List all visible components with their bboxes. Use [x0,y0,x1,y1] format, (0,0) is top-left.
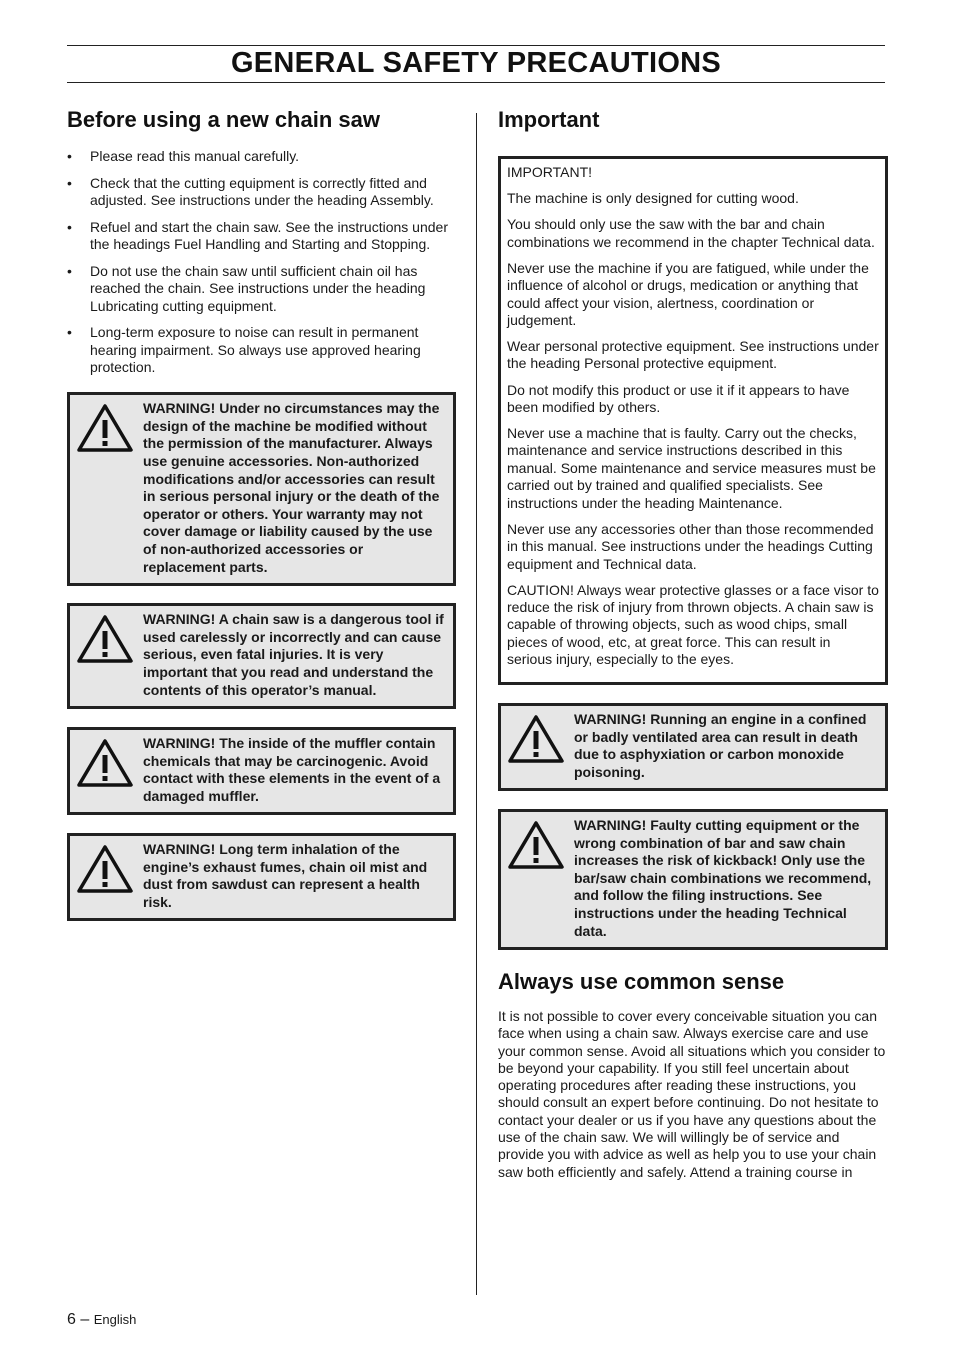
warning-triangle-icon [507,714,565,764]
warning-triangle-icon [76,614,134,664]
important-paragraph: The machine is only designed for cutting wood. [507,190,799,207]
column-divider [476,113,477,1295]
warning-box-kickback [498,809,888,950]
precaution-list [67,148,456,376]
warning-box-dangerous-tool [67,603,456,709]
bullet-icon: • [67,324,72,341]
page-number: 6 – [67,1311,90,1328]
warning-text: WARNING! A chain saw is a dangerous tool if used carelessly or incorrectly and can cause serious, even fatal injuries. It is very important that you read and understand the contents of this operator’s manual. [143,611,444,698]
important-paragraph: You should only use the saw with the bar and chain combinations we recommend in the chapter Technical data. [507,216,875,250]
bullet-icon: • [67,174,72,191]
warning-box-modification [67,392,456,586]
footer-language: English [93,1312,137,1327]
important-notice-box [498,156,888,685]
warning-box-confined-area [498,703,888,791]
section-heading-before-using: Before using a new chain saw [67,107,380,132]
page-footer [67,1311,136,1329]
important-paragraph: CAUTION! Always wear protective glasses or a face visor to reduce the risk of injury from thrown objects. A chain saw is capable of throwing objects, such as wood chips, small pieces of wood, etc, at great force. This can result in serious injury, especially to the eyes. [507,581,879,668]
important-paragraph: Do not modify this product or use it if it appears to have been modified by others. [507,381,850,415]
important-paragraph: Never use a machine that is faulty. Carry out the checks, maintenance and service instructions described in this manual. Some maintenance and service measures must be carried out by trained and qualified specialists. See instructions under the heading Maintenance. [507,425,876,511]
important-paragraph: Wear personal protective equipment. See instructions under the heading Personal protective equipment. [507,338,879,372]
list-item: • Check that the cutting equipment is correctly fitted and adjusted. See instructions under the heading Assembly. [67,174,434,209]
warning-box-muffler [67,727,456,815]
bullet-icon: • [67,262,72,279]
list-item: • Long-term exposure to noise can result in permanent hearing impairment. So always use approved hearing protection. [67,324,421,375]
warning-triangle-icon [76,403,134,453]
important-paragraph: Never use any accessories other than those recommended in this manual. See instructions under the headings Cutting equipment and Technical data. [507,520,874,572]
common-sense-paragraph: It is not possible to cover every conceivable situation you can face when using a chain saw. Always exercise care and use your common sense. Avoid all situations which you consider to be beyond your capability. If you still feel uncertain about operating procedures after reading these instructions, you should consult an expert before continuing. Do not hesitate to contact your dealer or us if you have any questions about the use of the chain saw. We will willingly be of service and provide you with advice as well as help you to use your chain saw both efficiently and safely. Attend a training course in [498,1008,886,1180]
title-bar [67,45,885,83]
left-column [67,106,456,921]
warning-text: WARNING! Under no circumstances may the design of the machine be modified without the permission of the manufacturer. Always use genuine accessories. Non-authorized modifications and/or accessories can result in serious personal injury or the death of the operator or others. Your warranty may not cover damage or liability caused by the use of non-authorized accessories or replacement parts. [143,400,440,575]
list-item: • Do not use the chain saw until sufficient chain oil has reached the chain. See instructions under the heading Lubricating cutting equipment. [67,262,426,314]
important-paragraph: Never use the machine if you are fatigued, while under the influence of alcohol or drugs, medication or anything that could affect your vision, alertness, coordination or judgement. [507,259,869,328]
page-title: GENERAL SAFETY PRECAUTIONS [230,47,722,79]
warning-text: WARNING! Running an engine in a confined or badly ventilated area can result in death due to asphyxiation or carbon monoxide poisoning. [574,711,867,780]
warning-text: WARNING! The inside of the muffler contain chemicals that may be carcinogenic. Avoid contact with these elements in the event of a damaged muffler. [143,735,441,805]
section-heading-important: Important [498,107,600,132]
warning-box-exhaust [67,833,456,921]
warning-text: WARNING! Faulty cutting equipment or the wrong combination of bar and saw chain increases the risk of kickback! Only use the bar/saw chain combinations we recommend, and follow the filing instructions. See instructions under the heading Technical data. [574,817,872,939]
list-item: • Please read this manual carefully. [67,148,300,164]
list-item: • Refuel and start the chain saw. See the instructions under the headings Fuel Handling and Starting and Stopping. [67,218,448,253]
warning-triangle-icon [76,844,134,894]
important-paragraph: IMPORTANT! [507,164,593,180]
bullet-icon: • [67,148,72,164]
section-heading-common-sense: Always use common sense [498,969,785,994]
bullet-icon: • [67,218,72,235]
right-column [498,106,888,1181]
warning-text: WARNING! Long term inhalation of the engine’s exhaust fumes, chain oil mist and dust from sawdust can represent a health risk. [143,841,428,911]
warning-triangle-icon [507,820,565,870]
warning-triangle-icon [76,738,134,788]
